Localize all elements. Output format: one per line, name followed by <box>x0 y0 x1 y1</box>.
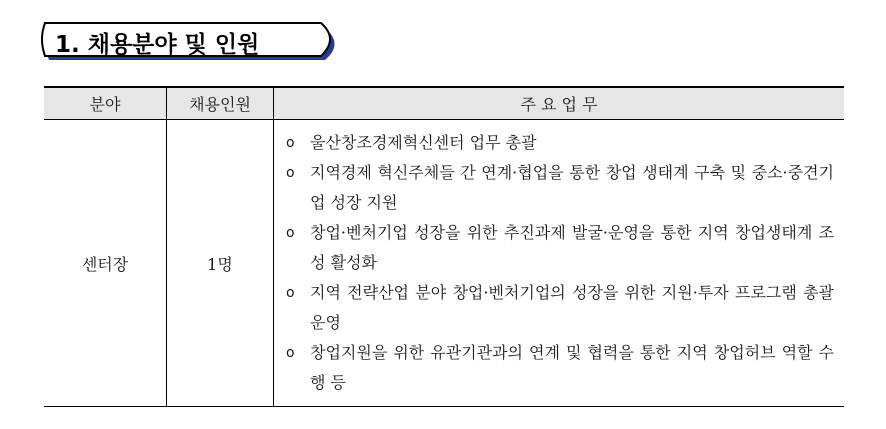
header-duties: 주 요 업 무 <box>274 87 845 120</box>
bullet-icon: o <box>286 165 295 181</box>
duty-text: 지역 전략산업 분야 창업·벤처기업의 성장을 위한 지원·투자 프로그램 총괄 운영 <box>310 283 834 332</box>
duty-item <box>286 158 834 218</box>
duty-item <box>286 278 834 338</box>
bullet-icon: o <box>286 285 295 301</box>
duty-text: 지역경제 혁신주체들 간 연계·협업을 통한 창업 생태계 구축 및 중소·중견기업 성장 지원 <box>310 163 834 212</box>
duty-item <box>286 218 834 278</box>
duties-list <box>274 120 844 406</box>
bullet-icon: o <box>286 345 295 361</box>
duty-text: 울산창조경제혁신센터 업무 총괄 <box>310 133 537 152</box>
field-cell: 센터장 <box>44 120 167 407</box>
bullet-icon: o <box>286 135 295 151</box>
duty-text: 창업·벤처기업 성장을 위한 추진과제 발굴·운영을 통한 지역 창업생태계 조성 활성화 <box>310 223 834 272</box>
section-title-text: 1. 채용분야 및 인원 <box>55 32 260 58</box>
duty-text: 창업지원을 위한 유관기관과의 연계 및 협력을 통한 지역 창업허브 역할 수행 등 <box>310 343 834 392</box>
header-count: 채용인원 <box>167 87 274 120</box>
duties-cell <box>274 120 845 407</box>
recruitment-table <box>44 86 844 407</box>
table-row <box>44 120 844 407</box>
count-cell: 1명 <box>167 120 274 407</box>
duty-item <box>286 338 834 398</box>
header-field: 분야 <box>44 87 167 120</box>
bullet-icon: o <box>286 225 295 241</box>
duty-item <box>286 128 834 158</box>
table-header-row <box>44 87 844 120</box>
section-title <box>39 19 339 63</box>
